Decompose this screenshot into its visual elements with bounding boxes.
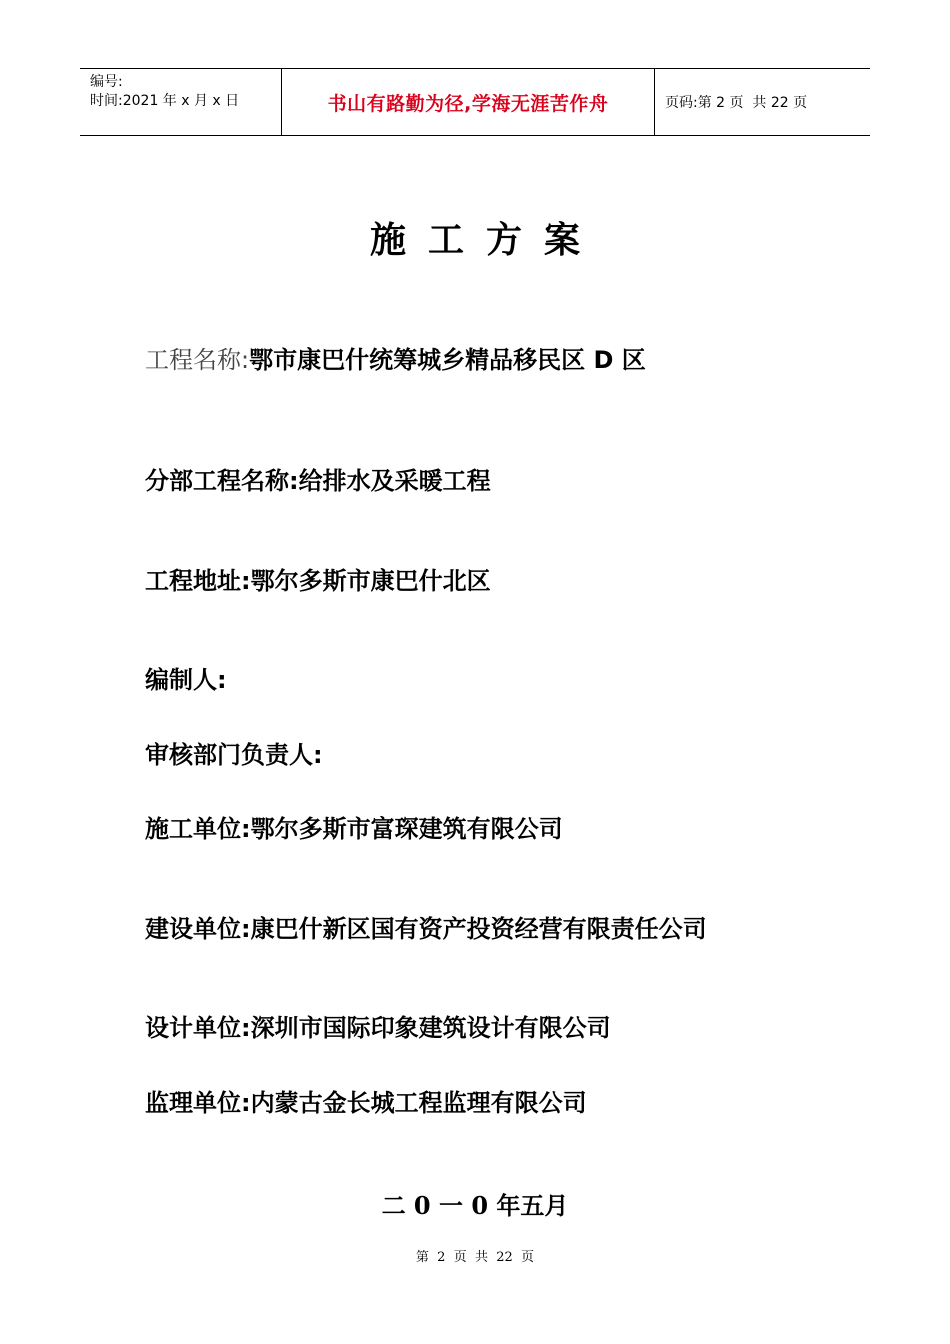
- document-date: 二 0 一 0 年五月: [381, 1191, 569, 1220]
- field-value: 深圳市国际印象建筑设计有限公司: [250, 1014, 611, 1042]
- field-label: 工程地址:: [145, 567, 251, 595]
- header-motto: 书山有路勤为径,学海无涯苦作舟: [282, 69, 655, 135]
- field-value: 给排水及采暖工程: [298, 467, 491, 495]
- field-compiler: [145, 664, 227, 696]
- field-value: 康巴什新区国有资产投资经营有限责任公司: [250, 915, 707, 943]
- field-sub-project-name: [145, 465, 491, 497]
- header-page-text: 页码:第 2 页 共 22 页: [665, 95, 808, 111]
- field-label: 设计单位:: [145, 1014, 251, 1042]
- field-design-unit: [145, 1012, 611, 1044]
- field-label: 分部工程名称:: [145, 467, 299, 495]
- page-footer: 第 2 页 共 22 页: [415, 1250, 535, 1265]
- header-meta: [80, 69, 282, 135]
- document-title: 施工方案: [369, 219, 602, 261]
- field-value: 鄂市康巴什统筹城乡精品移民区 D 区: [249, 346, 646, 374]
- field-label: 施工单位:: [145, 815, 251, 843]
- field-label: 编制人:: [145, 666, 227, 694]
- document-number-label: 编号:: [90, 74, 123, 90]
- field-value: 鄂尔多斯市康巴什北区: [250, 567, 491, 595]
- field-label: 建设单位:: [145, 915, 251, 943]
- document-time-label: 时间:2021 年 x 月 x 日: [90, 93, 240, 109]
- field-reviewer: [145, 739, 323, 771]
- field-value: 内蒙古金长城工程监理有限公司: [250, 1089, 587, 1117]
- field-label: 审核部门负责人:: [145, 741, 323, 769]
- field-construction-unit: [145, 813, 563, 845]
- page-header: [80, 68, 870, 136]
- header-page-info: [655, 69, 870, 135]
- field-label: 监理单位:: [145, 1089, 251, 1117]
- field-value: 鄂尔多斯市富琛建筑有限公司: [250, 815, 563, 843]
- field-owner-unit: [145, 913, 707, 945]
- field-label: 工程名称:: [145, 346, 250, 374]
- field-project-address: [145, 565, 491, 597]
- field-supervision-unit: [145, 1087, 587, 1119]
- field-project-name: [145, 344, 646, 376]
